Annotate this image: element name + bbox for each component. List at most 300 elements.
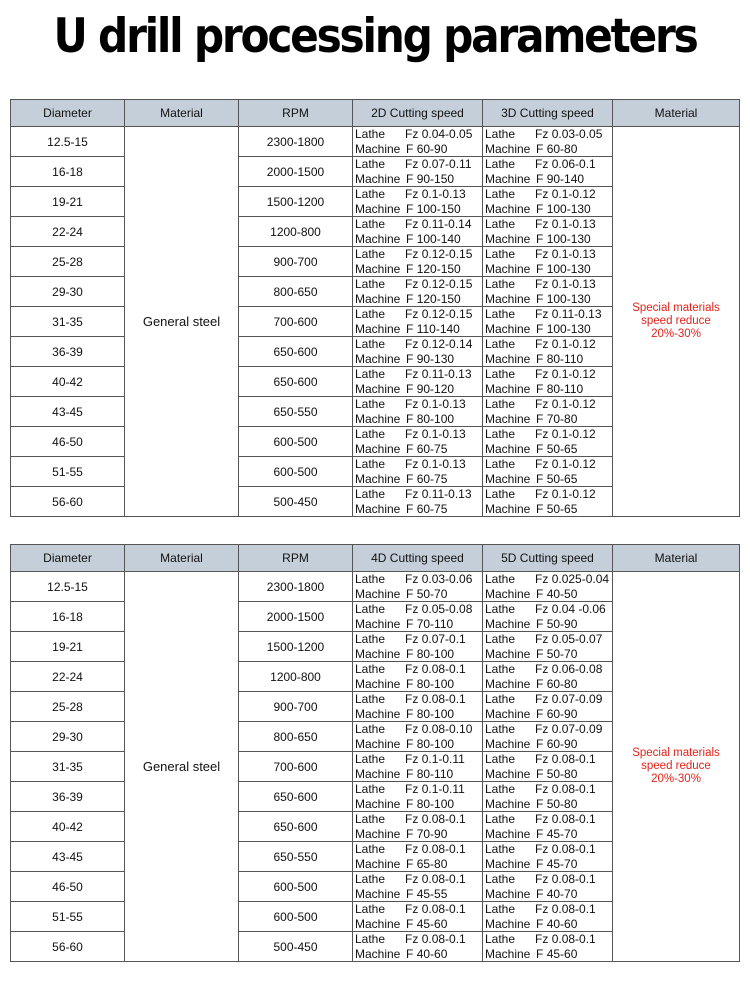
f-label: F <box>406 646 414 661</box>
machine-line <box>355 412 482 427</box>
f-label: F <box>406 351 414 366</box>
parameters-table-2 <box>10 544 740 962</box>
lathe-label: Lathe <box>355 427 386 441</box>
f-value: 40-60 <box>546 916 578 931</box>
cutting-speed-cell <box>353 602 483 632</box>
machine-label: Machine <box>355 826 401 841</box>
lathe-line <box>355 842 482 857</box>
header-diameter: Diameter <box>11 100 125 127</box>
fz-label: Fz <box>535 872 549 886</box>
lathe-line <box>355 247 482 262</box>
fz-value: 0.12-0.15 <box>421 247 473 261</box>
machine-label: Machine <box>485 886 531 901</box>
f-value: 110-140 <box>416 321 460 336</box>
fz-value: 0.07-0.11 <box>421 157 472 171</box>
fz-label: Fz <box>405 662 419 676</box>
machine-line <box>355 352 482 367</box>
cutting-speed-cell <box>483 722 613 752</box>
lathe-line <box>485 307 612 322</box>
lathe-label: Lathe <box>485 602 516 616</box>
f-label: F <box>536 706 544 721</box>
lathe-label: Lathe <box>355 692 386 706</box>
lathe-line <box>355 692 482 707</box>
cutting-speed-cell <box>483 487 613 517</box>
machine-line <box>485 857 612 872</box>
f-label: F <box>406 501 414 516</box>
header-speed-a: 4D Cutting speed <box>353 545 483 572</box>
table-header-row <box>11 100 740 127</box>
lathe-line <box>355 367 482 382</box>
rpm-cell: 700-600 <box>239 752 353 782</box>
f-value: 90-140 <box>546 171 585 186</box>
f-label: F <box>536 291 544 306</box>
machine-label: Machine <box>355 586 401 601</box>
diameter-cell: 29-30 <box>11 722 125 752</box>
lathe-line <box>355 902 482 917</box>
lathe-label: Lathe <box>485 872 516 886</box>
machine-line <box>355 442 482 457</box>
fz-label: Fz <box>405 752 419 766</box>
diameter-cell: 51-55 <box>11 457 125 487</box>
cutting-speed-cell <box>483 247 613 277</box>
lathe-line <box>485 902 612 917</box>
f-label: F <box>406 706 414 721</box>
diameter-cell: 31-35 <box>11 307 125 337</box>
header-diameter: Diameter <box>11 545 125 572</box>
cutting-speed-cell <box>353 722 483 752</box>
cutting-speed-cell <box>353 932 483 962</box>
machine-label: Machine <box>355 441 401 456</box>
fz-label: Fz <box>535 427 549 441</box>
machine-line <box>485 917 612 932</box>
fz-label: Fz <box>535 662 549 676</box>
f-value: 65-80 <box>416 856 448 871</box>
machine-label: Machine <box>485 501 531 516</box>
note-line: 20%-30% <box>651 773 701 785</box>
machine-label: Machine <box>355 646 401 661</box>
f-label: F <box>406 441 414 456</box>
diameter-cell: 22-24 <box>11 662 125 692</box>
diameter-cell: 46-50 <box>11 872 125 902</box>
fz-value: 0.12-0.14 <box>421 337 473 351</box>
cutting-speed-cell <box>353 367 483 397</box>
fz-value: 0.1-0.11 <box>421 782 465 796</box>
cutting-speed-cell <box>353 157 483 187</box>
fz-label: Fz <box>405 277 419 291</box>
machine-line <box>485 442 612 457</box>
rpm-cell: 600-500 <box>239 872 353 902</box>
lathe-label: Lathe <box>485 427 516 441</box>
lathe-label: Lathe <box>485 692 516 706</box>
fz-value: 0.08-0.1 <box>551 932 596 946</box>
header-material: Material <box>125 100 239 127</box>
fz-value: 0.06-0.1 <box>551 157 596 171</box>
lathe-line <box>355 632 482 647</box>
f-value: 45-70 <box>546 826 578 841</box>
fz-value: 0.07-0.09 <box>551 692 603 706</box>
cutting-speed-cell <box>483 572 613 602</box>
header-rpm: RPM <box>239 545 353 572</box>
f-label: F <box>406 736 414 751</box>
f-label: F <box>406 616 414 631</box>
machine-line <box>355 827 482 842</box>
fz-value: 0.08-0.1 <box>551 752 596 766</box>
machine-label: Machine <box>355 321 401 336</box>
f-label: F <box>406 261 414 276</box>
f-value: 120-150 <box>416 261 461 276</box>
fz-value: 0.08-0.1 <box>421 692 466 706</box>
machine-label: Machine <box>355 381 401 396</box>
rpm-cell: 650-600 <box>239 782 353 812</box>
lathe-line <box>355 572 482 587</box>
machine-line <box>355 587 482 602</box>
f-value: 70-90 <box>416 826 448 841</box>
f-label: F <box>536 231 544 246</box>
lathe-line <box>485 367 612 382</box>
f-value: 90-150 <box>416 171 455 186</box>
lathe-line <box>355 397 482 412</box>
fz-label: Fz <box>535 247 549 261</box>
cutting-speed-cell <box>353 337 483 367</box>
fz-label: Fz <box>535 902 549 916</box>
cutting-speed-cell <box>353 902 483 932</box>
fz-label: Fz <box>405 397 419 411</box>
machine-line <box>355 292 482 307</box>
machine-label: Machine <box>355 501 401 516</box>
machine-label: Machine <box>485 646 531 661</box>
lathe-label: Lathe <box>485 487 516 501</box>
fz-value: 0.025-0.04 <box>551 572 610 586</box>
f-label: F <box>406 201 414 216</box>
machine-label: Machine <box>355 171 401 186</box>
machine-line <box>355 202 482 217</box>
fz-value: 0.1-0.13 <box>421 187 466 201</box>
lathe-label: Lathe <box>485 932 516 946</box>
machine-label: Machine <box>485 856 531 871</box>
cutting-speed-cell <box>483 752 613 782</box>
fz-label: Fz <box>535 487 549 501</box>
lathe-label: Lathe <box>355 337 386 351</box>
lathe-label: Lathe <box>485 902 516 916</box>
fz-label: Fz <box>535 932 549 946</box>
machine-line <box>355 797 482 812</box>
f-value: 90-130 <box>416 351 455 366</box>
diameter-cell: 56-60 <box>11 487 125 517</box>
lathe-line <box>355 602 482 617</box>
cutting-speed-cell <box>353 662 483 692</box>
lathe-label: Lathe <box>485 812 516 826</box>
lathe-line <box>485 397 612 412</box>
fz-label: Fz <box>405 782 419 796</box>
f-label: F <box>536 646 544 661</box>
fz-label: Fz <box>405 247 419 261</box>
f-value: 80-100 <box>416 706 455 721</box>
lathe-label: Lathe <box>485 632 516 646</box>
lathe-label: Lathe <box>485 307 516 321</box>
f-label: F <box>406 141 414 156</box>
f-label: F <box>536 916 544 931</box>
f-label: F <box>536 411 544 426</box>
machine-line <box>355 172 482 187</box>
lathe-line <box>355 782 482 797</box>
machine-label: Machine <box>485 201 531 216</box>
rpm-cell: 600-500 <box>239 427 353 457</box>
note-line: speed reduce <box>641 315 711 327</box>
machine-label: Machine <box>485 411 531 426</box>
header-material-note: Material <box>613 100 740 127</box>
lathe-line <box>485 427 612 442</box>
cutting-speed-cell <box>483 337 613 367</box>
f-value: 45-60 <box>416 916 448 931</box>
fz-label: Fz <box>535 157 549 171</box>
fz-label: Fz <box>405 932 419 946</box>
f-value: 80-100 <box>416 676 455 691</box>
machine-label: Machine <box>485 766 531 781</box>
header-speed-b: 3D Cutting speed <box>483 100 613 127</box>
fz-value: 0.11-0.13 <box>551 307 602 321</box>
lathe-label: Lathe <box>355 277 386 291</box>
f-label: F <box>536 201 544 216</box>
lathe-label: Lathe <box>355 217 386 231</box>
note-line: Special materials <box>632 747 720 759</box>
lathe-label: Lathe <box>355 782 386 796</box>
lathe-line <box>485 247 612 262</box>
fz-value: 0.08-0.1 <box>421 812 466 826</box>
fz-label: Fz <box>535 217 549 231</box>
machine-label: Machine <box>355 141 401 156</box>
fz-value: 0.1-0.13 <box>421 397 466 411</box>
f-value: 45-70 <box>546 856 578 871</box>
machine-label: Machine <box>485 616 531 631</box>
f-value: 45-60 <box>546 946 578 961</box>
fz-label: Fz <box>535 752 549 766</box>
fz-value: 0.1-0.12 <box>551 187 596 201</box>
lathe-line <box>485 277 612 292</box>
cutting-speed-cell <box>353 782 483 812</box>
lathe-line <box>485 932 612 947</box>
table-row <box>11 127 740 157</box>
cutting-speed-cell <box>483 217 613 247</box>
fz-label: Fz <box>405 812 419 826</box>
lathe-label: Lathe <box>355 902 386 916</box>
fz-label: Fz <box>535 842 549 856</box>
f-value: 40-50 <box>546 586 578 601</box>
fz-label: Fz <box>535 812 549 826</box>
machine-label: Machine <box>485 676 531 691</box>
fz-label: Fz <box>405 572 419 586</box>
fz-value: 0.1-0.12 <box>551 487 596 501</box>
diameter-cell: 12.5-15 <box>11 127 125 157</box>
f-label: F <box>406 766 414 781</box>
f-label: F <box>406 886 414 901</box>
diameter-cell: 31-35 <box>11 752 125 782</box>
f-label: F <box>536 946 544 961</box>
diameter-cell: 22-24 <box>11 217 125 247</box>
machine-label: Machine <box>485 321 531 336</box>
f-label: F <box>536 141 544 156</box>
f-value: 100-130 <box>546 201 591 216</box>
fz-label: Fz <box>535 782 549 796</box>
fz-label: Fz <box>405 187 419 201</box>
fz-value: 0.08-0.1 <box>421 662 466 676</box>
lathe-line <box>355 812 482 827</box>
special-materials-note <box>613 572 740 962</box>
cutting-speed-cell <box>353 752 483 782</box>
lathe-line <box>485 782 612 797</box>
f-value: 80-110 <box>546 351 584 366</box>
cutting-speed-cell <box>483 127 613 157</box>
lathe-label: Lathe <box>485 752 516 766</box>
rpm-cell: 900-700 <box>239 247 353 277</box>
machine-label: Machine <box>355 946 401 961</box>
lathe-label: Lathe <box>485 457 516 471</box>
machine-line <box>485 322 612 337</box>
lathe-line <box>355 277 482 292</box>
lathe-line <box>485 572 612 587</box>
lathe-label: Lathe <box>355 602 386 616</box>
machine-line <box>485 887 612 902</box>
lathe-line <box>355 722 482 737</box>
machine-label: Machine <box>355 796 401 811</box>
f-value: 60-90 <box>546 706 578 721</box>
machine-label: Machine <box>355 736 401 751</box>
lathe-label: Lathe <box>485 217 516 231</box>
lathe-label: Lathe <box>485 367 516 381</box>
machine-label: Machine <box>355 351 401 366</box>
f-label: F <box>536 676 544 691</box>
fz-value: 0.08-0.1 <box>551 902 596 916</box>
f-label: F <box>536 826 544 841</box>
rpm-cell: 500-450 <box>239 932 353 962</box>
cutting-speed-cell <box>353 457 483 487</box>
cutting-speed-cell <box>483 367 613 397</box>
machine-line <box>355 767 482 782</box>
f-label: F <box>536 471 544 486</box>
rpm-cell: 1500-1200 <box>239 187 353 217</box>
f-value: 60-90 <box>546 736 578 751</box>
machine-line <box>485 382 612 397</box>
lathe-label: Lathe <box>485 157 516 171</box>
machine-line <box>485 767 612 782</box>
f-label: F <box>536 381 544 396</box>
lathe-label: Lathe <box>485 187 516 201</box>
lathe-line <box>485 457 612 472</box>
f-value: 100-130 <box>546 261 591 276</box>
fz-value: 0.1-0.13 <box>421 427 466 441</box>
f-value: 70-110 <box>416 616 454 631</box>
machine-label: Machine <box>485 381 531 396</box>
machine-label: Machine <box>485 736 531 751</box>
diameter-cell: 56-60 <box>11 932 125 962</box>
lathe-label: Lathe <box>355 872 386 886</box>
f-label: F <box>536 886 544 901</box>
rpm-cell: 650-600 <box>239 337 353 367</box>
cutting-speed-cell <box>353 487 483 517</box>
fz-value: 0.07-0.1 <box>421 632 466 646</box>
lathe-line <box>485 632 612 647</box>
cutting-speed-cell <box>483 782 613 812</box>
rpm-cell: 600-500 <box>239 457 353 487</box>
diameter-cell: 16-18 <box>11 157 125 187</box>
cutting-speed-cell <box>483 872 613 902</box>
machine-line <box>355 502 482 517</box>
header-speed-b: 5D Cutting speed <box>483 545 613 572</box>
table-row <box>11 572 740 602</box>
lathe-line <box>485 127 612 142</box>
machine-line <box>355 322 482 337</box>
machine-line <box>485 472 612 487</box>
lathe-line <box>355 217 482 232</box>
fz-value: 0.08-0.1 <box>421 872 466 886</box>
machine-line <box>485 202 612 217</box>
f-value: 80-110 <box>416 766 454 781</box>
lathe-label: Lathe <box>355 722 386 736</box>
machine-label: Machine <box>355 201 401 216</box>
machine-line <box>485 587 612 602</box>
fz-value: 0.04-0.05 <box>421 127 473 141</box>
fz-value: 0.08-0.1 <box>421 932 466 946</box>
f-label: F <box>536 321 544 336</box>
machine-line <box>355 887 482 902</box>
lathe-label: Lathe <box>355 127 386 141</box>
machine-line <box>355 737 482 752</box>
fz-value: 0.1-0.13 <box>551 277 596 291</box>
lathe-label: Lathe <box>355 397 386 411</box>
rpm-cell: 650-600 <box>239 812 353 842</box>
rpm-cell: 900-700 <box>239 692 353 722</box>
cutting-speed-cell <box>353 812 483 842</box>
diameter-cell: 36-39 <box>11 337 125 367</box>
fz-value: 0.07-0.09 <box>551 722 603 736</box>
cutting-speed-cell <box>483 457 613 487</box>
fz-label: Fz <box>405 307 419 321</box>
fz-value: 0.08-0.1 <box>421 902 466 916</box>
f-label: F <box>536 501 544 516</box>
machine-label: Machine <box>355 411 401 426</box>
f-value: 60-90 <box>416 141 448 156</box>
lathe-line <box>485 217 612 232</box>
machine-line <box>355 472 482 487</box>
special-materials-note <box>613 127 740 517</box>
fz-value: 0.08-0.1 <box>551 812 596 826</box>
f-value: 50-70 <box>546 646 578 661</box>
lathe-label: Lathe <box>355 572 386 586</box>
cutting-speed-cell <box>353 247 483 277</box>
machine-label: Machine <box>485 351 531 366</box>
machine-label: Machine <box>355 231 401 246</box>
lathe-line <box>355 457 482 472</box>
rpm-cell: 650-550 <box>239 397 353 427</box>
f-value: 60-80 <box>546 676 578 691</box>
note-line: Special materials <box>632 302 720 314</box>
diameter-cell: 46-50 <box>11 427 125 457</box>
machine-line <box>485 412 612 427</box>
f-value: 40-70 <box>546 886 578 901</box>
fz-label: Fz <box>405 602 419 616</box>
f-label: F <box>406 796 414 811</box>
machine-line <box>355 917 482 932</box>
f-value: 80-100 <box>416 646 455 661</box>
parameters-table-1 <box>10 99 740 517</box>
fz-label: Fz <box>405 692 419 706</box>
table-header-row <box>11 545 740 572</box>
fz-label: Fz <box>405 902 419 916</box>
diameter-cell: 29-30 <box>11 277 125 307</box>
machine-label: Machine <box>485 261 531 276</box>
material-cell: General steel <box>125 572 239 962</box>
fz-label: Fz <box>405 127 419 141</box>
lathe-line <box>485 157 612 172</box>
